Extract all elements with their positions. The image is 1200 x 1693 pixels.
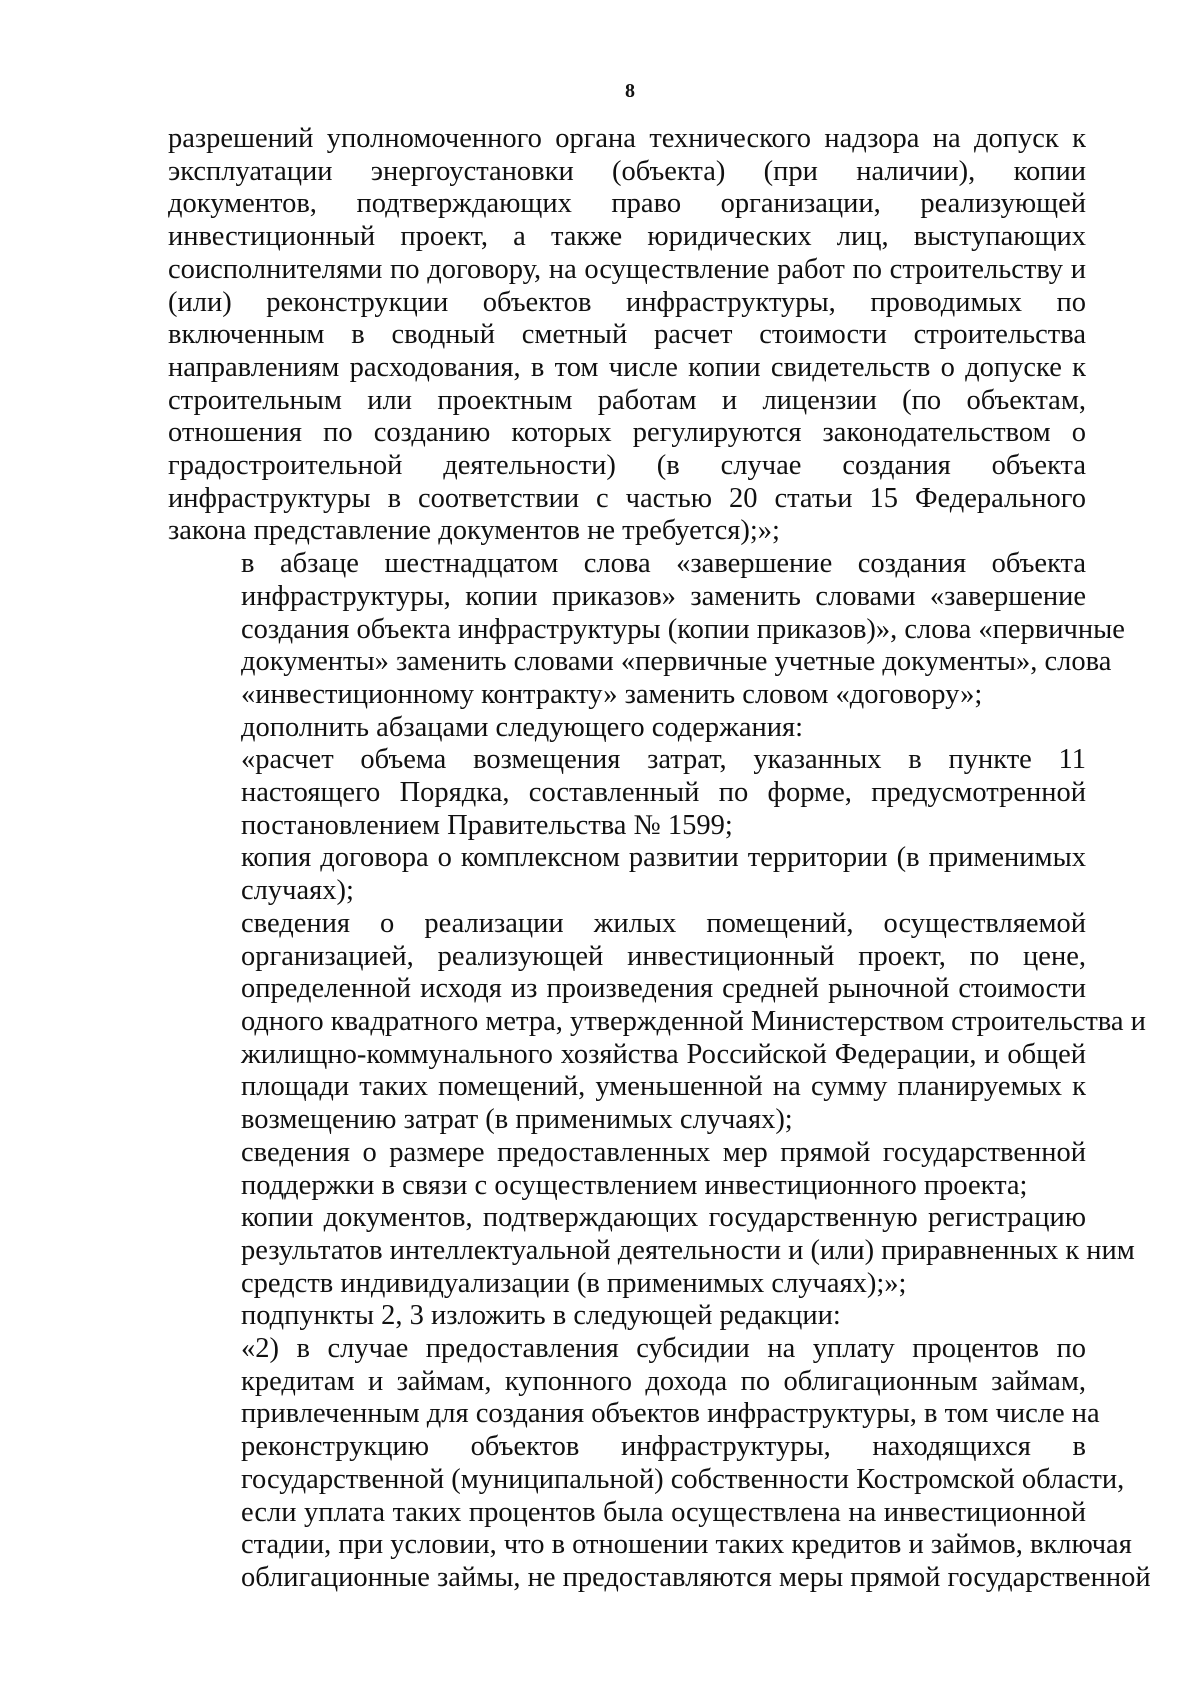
text-line: включенным в сводный сметный расчет стоимости строительства [168, 319, 1086, 351]
text-line: сведения о размере предоставленных мер прямой государственной [241, 1136, 1086, 1168]
text-line: жилищно-коммунального хозяйства Российской Федерации, и общей [241, 1038, 1086, 1070]
paragraph-add-abzatsy [168, 712, 1086, 745]
text-line: документов, подтверждающих право организации, реализующей [168, 188, 1086, 220]
paragraph-subsidy-interest [168, 1333, 1151, 1595]
text-line: копия договора о комплексном развитии территории (в применимых [241, 842, 1086, 874]
text-line: сведения о реализации жилых помещений, осуществляемой [241, 907, 1086, 939]
text-line: государственной (муниципальной) собственности Костромской области, [241, 1463, 1125, 1495]
paragraph-sixteenth-abzats [168, 548, 1125, 712]
text-line: направлениям расходования, в том числе копии свидетельств о допуске к [168, 351, 1086, 383]
text-line: копии документов, подтверждающих государственную регистрацию [241, 1202, 1086, 1234]
text-line: постановлением Правительства № 1599; [241, 809, 733, 841]
text-line: подпункты 2, 3 изложить в следующей редакции: [241, 1300, 841, 1332]
text-line: результатов интеллектуальной деятельности и (или) приравненных к ним [241, 1234, 1135, 1266]
document-body [168, 123, 1151, 1595]
text-line: настоящего Порядка, составленный по форме, предусмотренной [241, 777, 1086, 809]
text-line: поддержки в связи с осуществлением инвестиционного проекта; [241, 1169, 1028, 1201]
text-line: в абзаце шестнадцатом слова «завершение создания объекта [241, 548, 1086, 580]
text-line: инфраструктуры в соответствии с частью 20 статьи 15 Федерального [168, 482, 1086, 514]
text-line: «расчет объема возмещения затрат, указанных в пункте 11 [241, 744, 1086, 776]
text-line: закона представление документов не требуется);»; [168, 515, 780, 547]
paragraph-cost-calculation [168, 744, 1086, 842]
text-line: документы» заменить словами «первичные учетные документы», слова [241, 646, 1112, 678]
text-line: (или) реконструкции объектов инфраструктуры, проводимых по [168, 286, 1086, 318]
paragraph-territory-contract [168, 842, 1086, 907]
text-line: эксплуатации энергоустановки (объекта) (при наличии), копии [168, 155, 1086, 187]
text-line: организацией, реализующей инвестиционный проект, по цене, [241, 940, 1086, 972]
paragraph-subpoints-2-3 [168, 1300, 1086, 1333]
text-line: строительным или проектным работам и лицензии (по объектам, [168, 384, 1086, 416]
text-line: площади таких помещений, уменьшенной на сумму планируемых к [241, 1071, 1086, 1103]
text-line: градостроительной деятельности) (в случае создания объекта [168, 450, 1086, 482]
text-line: если уплата таких процентов была осуществлена на инвестиционной [241, 1496, 1086, 1528]
text-line: «инвестиционному контракту» заменить словом «договору»; [241, 678, 983, 710]
paragraph-permits-documents [168, 123, 1086, 548]
text-line: одного квадратного метра, утвержденной Министерством строительства и [241, 1005, 1146, 1037]
text-line: дополнить абзацами следующего содержания: [241, 711, 804, 743]
paragraph-housing-sales [168, 907, 1146, 1137]
text-line: соисполнителями по договору, на осуществление работ по строительству и [168, 253, 1086, 285]
text-line: реконструкцию объектов инфраструктуры, находящихся в [241, 1431, 1086, 1463]
text-line: отношения по созданию которых регулируются законодательством о [168, 417, 1086, 449]
text-line: привлеченным для создания объектов инфраструктуры, в том числе на [241, 1398, 1100, 1430]
text-line: стадии, при условии, что в отношении таких кредитов и займов, включая [241, 1529, 1132, 1561]
text-line: инфраструктуры, копии приказов» заменить словами «завершение [241, 580, 1086, 612]
text-line: «2) в случае предоставления субсидии на уплату процентов по [241, 1333, 1086, 1365]
text-line: кредитам и займам, купонного дохода по облигационным займам, [241, 1365, 1086, 1397]
paragraph-intellectual-property [168, 1202, 1135, 1300]
page-number: 8 [625, 80, 635, 102]
paragraph-state-support [168, 1137, 1086, 1202]
text-line: определенной исходя из произведения средней рыночной стоимости [241, 973, 1086, 1005]
text-line: случаях); [241, 875, 354, 907]
text-line: облигационные займы, не предоставляются меры прямой государственной [241, 1561, 1151, 1593]
text-line: инвестиционный проект, а также юридических лиц, выступающих [168, 221, 1086, 253]
text-line: разрешений уполномоченного органа технического надзора на допуск к [168, 123, 1086, 154]
text-line: возмещению затрат (в применимых случаях); [241, 1104, 793, 1136]
text-line: средств индивидуализации (в применимых случаях);»; [241, 1267, 907, 1299]
text-line: создания объекта инфраструктуры (копии приказов)», слова «первичные [241, 613, 1125, 645]
